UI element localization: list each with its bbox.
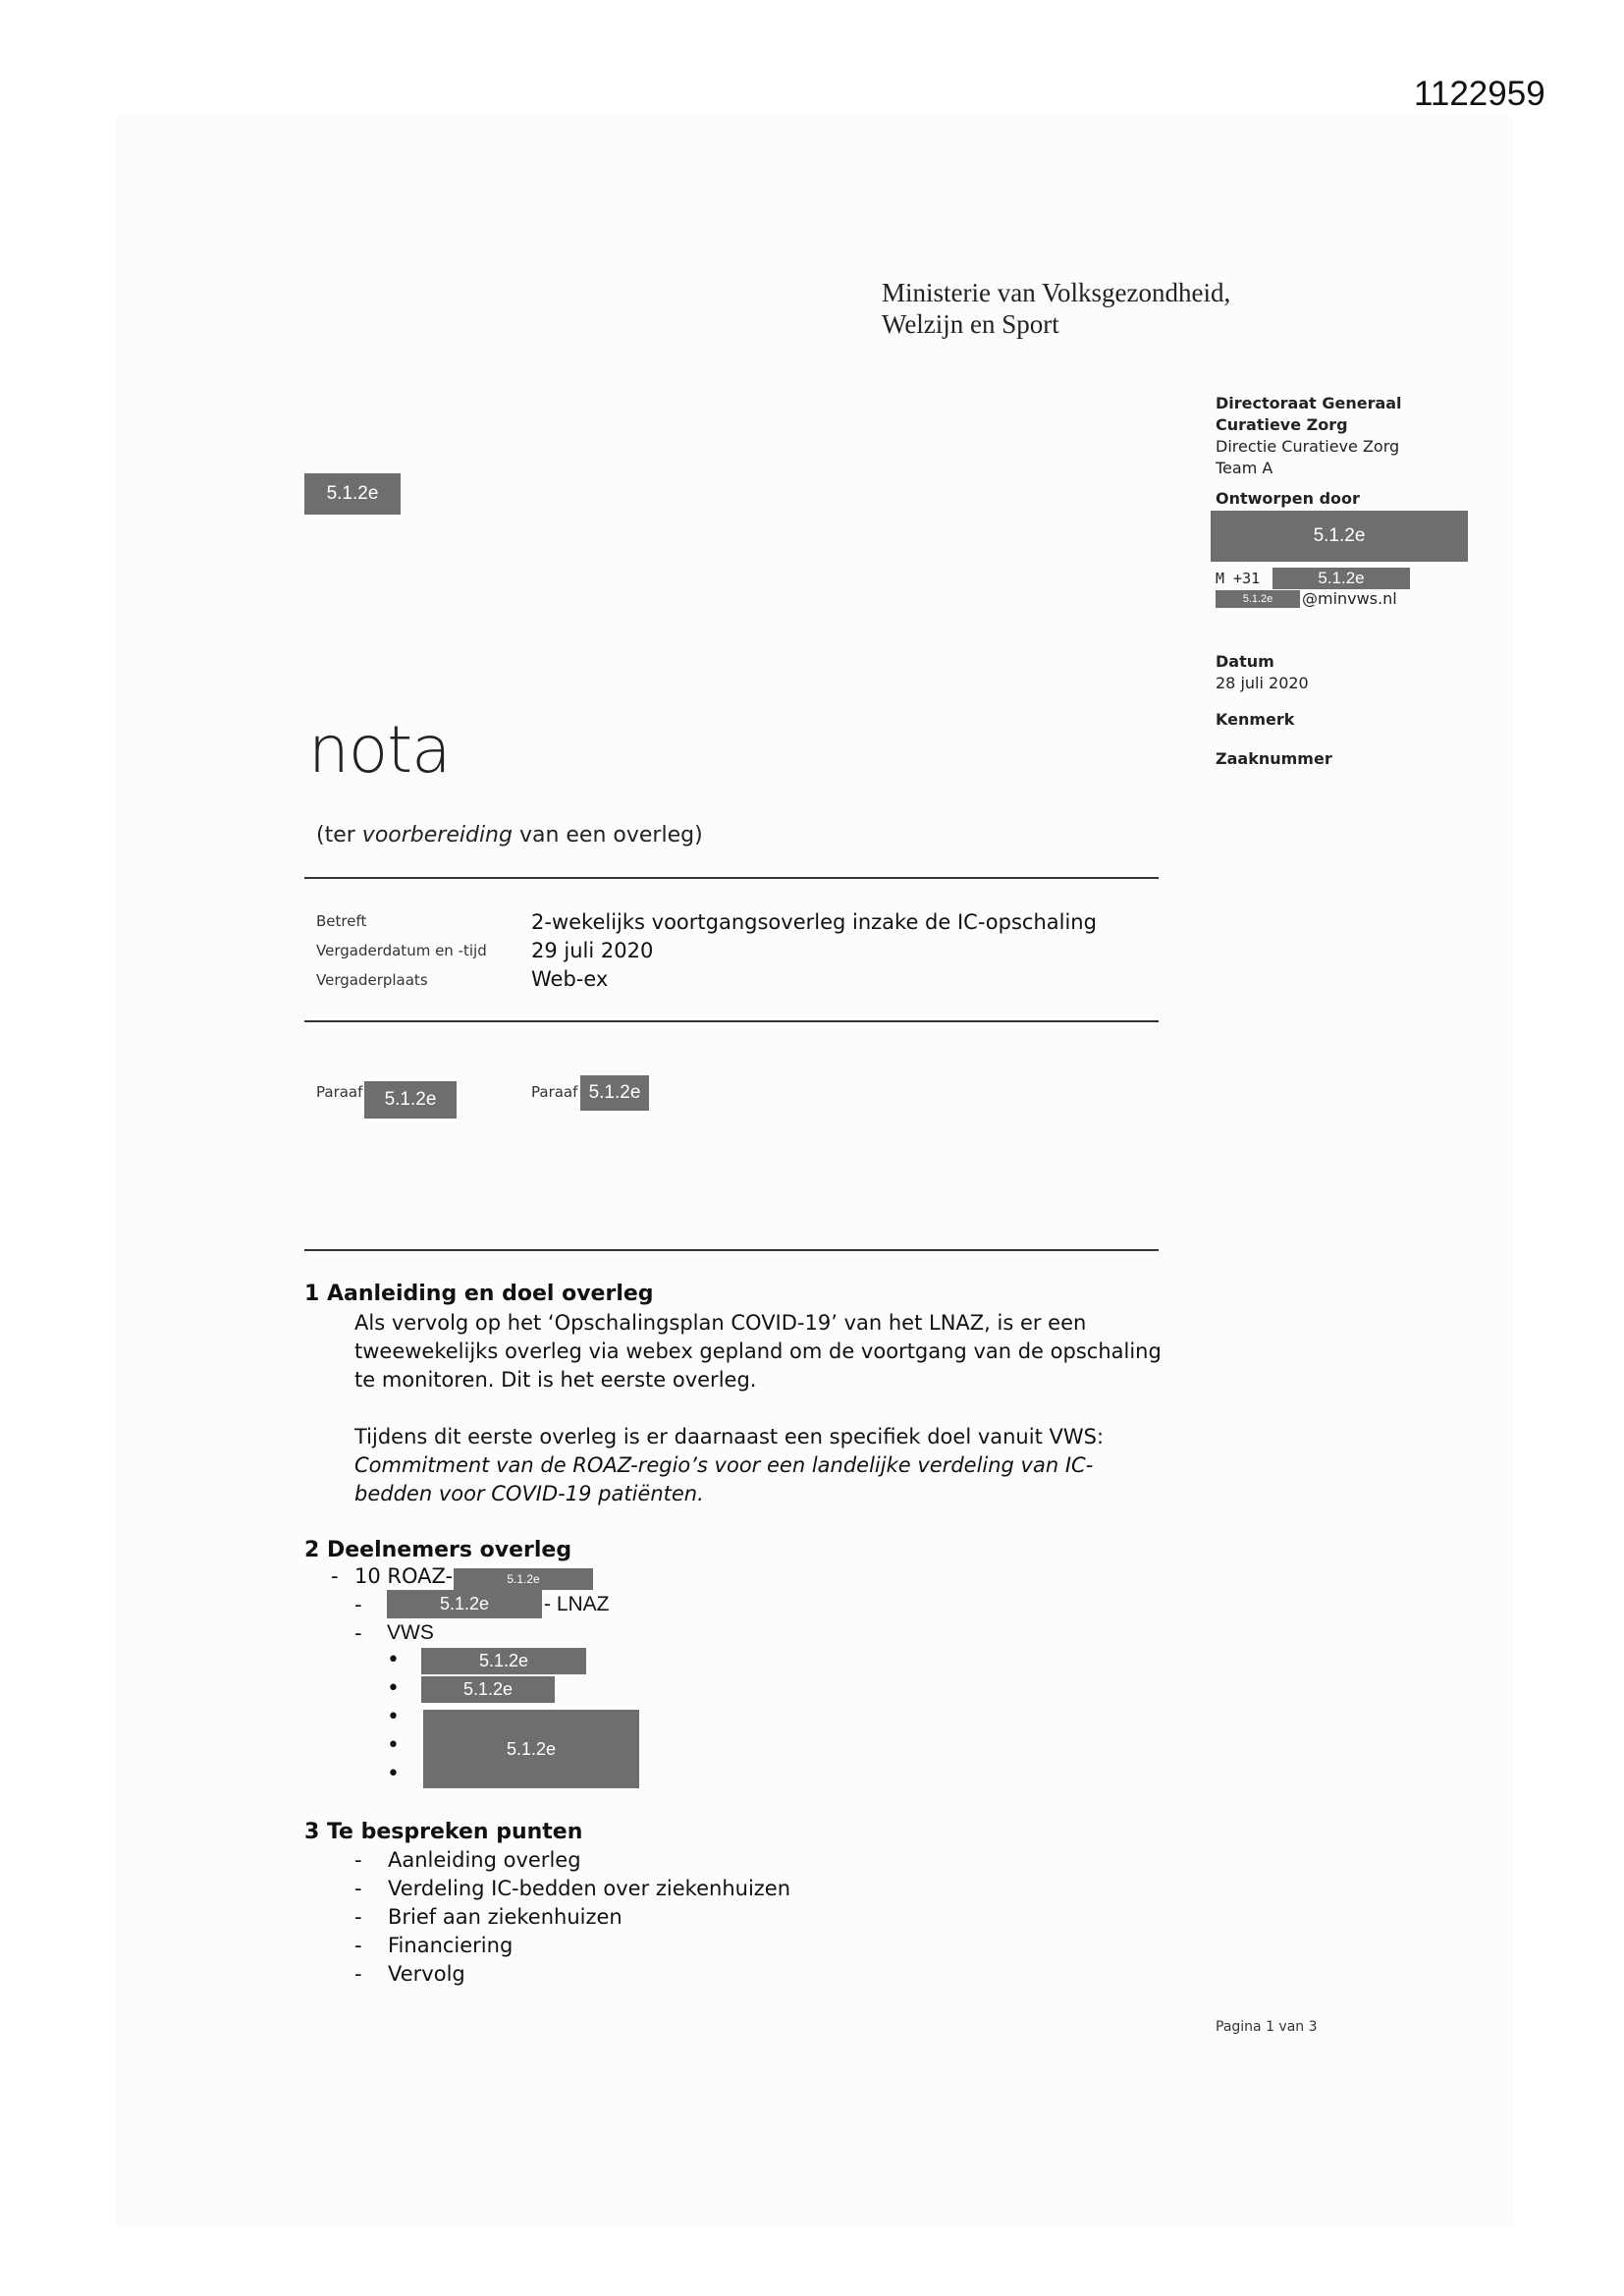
meta-plaats-value: Web-ex [531,967,609,991]
sidebar-directorate [1216,393,1402,479]
agenda-item: Financiering [388,1934,514,1957]
document-id: 1122959 [1414,75,1545,113]
meta-datum-value: 29 juli 2020 [531,939,654,962]
meta-betreft-value: 2-wekelijks voortgangsoverleg inzake de IC-opschaling [531,910,1097,934]
sidebar-phone-prefix: M +31 [1216,570,1261,587]
redaction-vws-2: 5.1.2e [421,1676,555,1703]
ministry-line-2: Welzijn en Sport [882,309,1059,339]
sidebar-ontworpen-label: Ontworpen door [1216,489,1360,508]
sidebar-datum-label: Datum [1216,652,1274,671]
participant-vws: VWS [387,1621,434,1644]
divider-bottom [304,1249,1159,1251]
sidebar-team: Team A [1216,459,1273,477]
agenda-item: Brief aan ziekenhuizen [388,1905,623,1929]
divider-meta [304,1020,1159,1022]
agenda-item: Vervolg [388,1962,465,1986]
section-1-heading: 1 Aanleiding en doel overleg [304,1282,654,1306]
redaction-lnaz: 5.1.2e [387,1590,542,1618]
redaction-author: 5.1.2e [1211,511,1468,562]
redaction-email: 5.1.2e [1216,590,1300,608]
paraaf-label-2: Paraaf [531,1083,578,1101]
ministry-line-1: Ministerie van Volksgezondheid, [882,278,1231,307]
sidebar-dg: Directoraat Generaal [1216,394,1402,412]
redaction-vws-3: 5.1.2e [423,1710,639,1788]
agenda-item: Verdeling IC-bedden over ziekenhuizen [388,1877,791,1900]
page-footer: Pagina 1 van 3 [1216,2019,1318,2035]
redaction-paraaf-2: 5.1.2e [580,1075,649,1111]
redaction-vws-1: 5.1.2e [421,1648,586,1674]
participant-lnaz: - LNAZ [544,1593,610,1615]
meta-plaats-label: Vergaderplaats [316,971,428,989]
redaction-paraaf-1: 5.1.2e [364,1081,457,1119]
ministry-logo-text [882,277,1230,340]
document-title: nota [308,712,451,788]
agenda-item: Aanleiding overleg [388,1848,581,1872]
sidebar-kenmerk-label: Kenmerk [1216,710,1295,729]
section-1-body: Als vervolg op het ‘Opschalingsplan COVID-19’ van het LNAZ, is er een tweewekelijks overleg via webex gepland om de voortgang van de opschaling te monitoren. Dit is het eerste overleg. Tijdens dit eerste overleg is er daarnaast een specifiek doel vanuit VWS: Commitment van de ROAZ-regio’s voor een landelijke verdeling van IC- bedden voor COVID-19 patiënten. [354,1311,1162,1505]
divider-top [304,877,1159,879]
redaction-roaz: 5.1.2e [454,1568,593,1590]
section-3-heading: 3 Te bespreken punten [304,1820,583,1844]
sidebar-datum-value: 28 juli 2020 [1216,674,1309,692]
sidebar-cz: Curatieve Zorg [1216,415,1348,434]
meta-betreft-label: Betreft [316,912,367,930]
section-2-heading: 2 Deelnemers overleg [304,1538,572,1562]
meta-datum-label: Vergaderdatum en -tijd [316,942,487,959]
sidebar-zaaknummer-label: Zaaknummer [1216,749,1332,768]
sidebar-email-suffix: @minvws.nl [1302,589,1397,608]
participant-roaz: 10 ROAZ- [354,1564,454,1588]
paraaf-label-1: Paraaf [316,1083,363,1101]
redaction-phone: 5.1.2e [1272,568,1410,589]
document-subtitle: (ter voorbereiding van een overleg) [316,823,703,847]
sidebar-directie: Directie Curatieve Zorg [1216,437,1400,456]
redaction-address: 5.1.2e [304,473,401,515]
